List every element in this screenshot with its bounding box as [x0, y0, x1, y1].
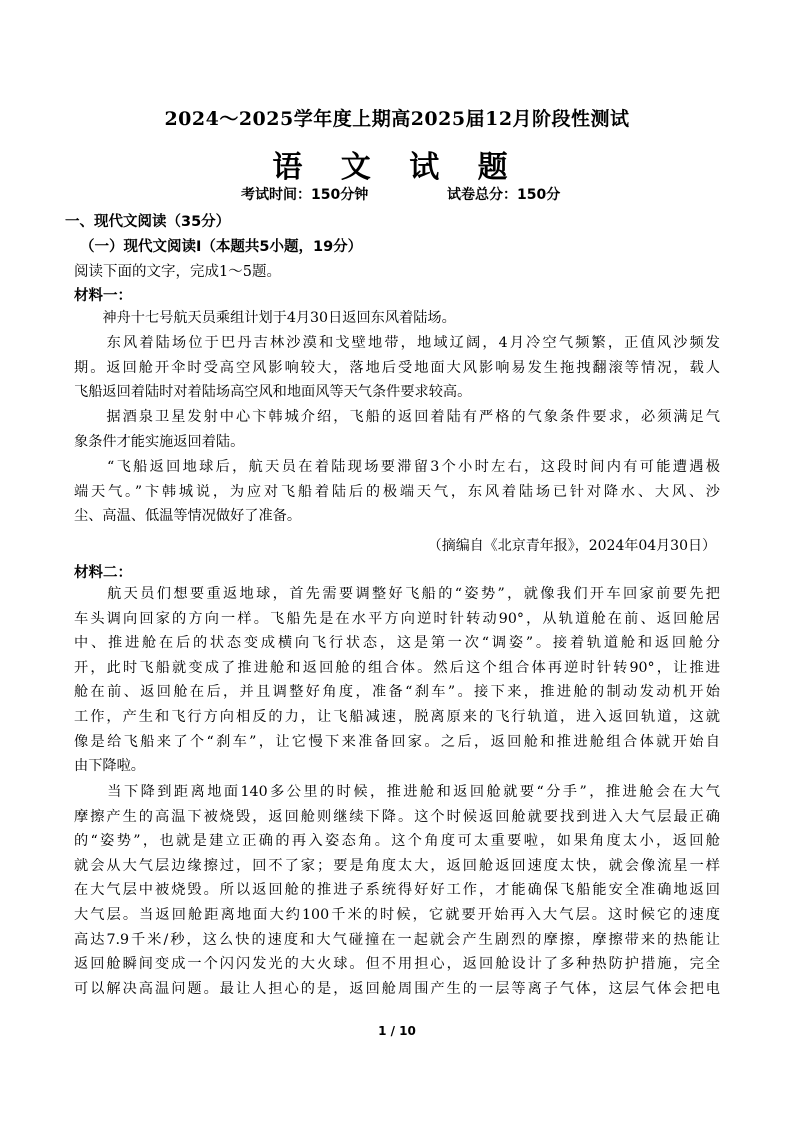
- total-score: 试卷总分：150分: [447, 187, 561, 203]
- page-number: 1 / 10: [378, 1024, 416, 1038]
- subject-title: 语 文 试 题: [272, 150, 522, 185]
- subsection-heading: （一）现代文阅读Ⅰ（本题共5小题，19分）: [80, 239, 363, 255]
- material2-paragraph-1: [74, 582, 720, 779]
- material1-paragraph-3: [74, 405, 720, 454]
- section-heading: 一、现代文阅读（35分）: [65, 214, 231, 230]
- text-line: 当下降到距离地面140多公里的时候，推进舱和返回舱就要“分手”，推进舱会在大气: [74, 784, 720, 800]
- text-line: 高达7.9千米/秒，这么快的速度和大气碰撞在一起就会产生剧烈的摩擦，摩擦带来的热能让: [74, 931, 720, 948]
- text-line: 就会从大气层边缘擦过，回不了家；要是角度太大，返回舱返回速度太快，就会像流星一样: [74, 857, 720, 874]
- text-line: 端天气。”卞韩城说，为应对飞船着陆后的极端天气，东风着陆场已针对降水、大风、沙: [74, 483, 720, 500]
- text-line: 在大气层中被烧毁。所以返回舱的推进子系统得好好工作，才能确保飞船能安全准确地返回: [74, 882, 720, 899]
- text-line: 期。返回舱开伞时受高空风影响较大，落地后受地面大风影响易发生拖拽翻滚等情况，载人: [74, 359, 720, 376]
- material2-label: 材料二：: [74, 565, 132, 581]
- material1-source: （摘编自《北京青年报》，2024年04月30日）: [427, 538, 716, 554]
- exam-time: 考试时间：150分钟: [241, 187, 369, 203]
- text-line: 象条件才能实施返回着陆。: [74, 433, 245, 450]
- text-line: 据酒泉卫星发射中心卞韩城介绍，飞船的返回着陆有严格的气象条件要求，必须满足气: [74, 409, 720, 425]
- material2-paragraph-2: [74, 780, 720, 1001]
- text-line: 可以解决高温问题。最让人担心的是，返回舱周围产生的一层等离子气体，这层气体会把电: [74, 980, 720, 997]
- text-line: “飞船返回地球后，航天员在着陆现场要滞留3个小时左右，这段时间内有可能遭遇极: [74, 459, 720, 475]
- text-line: 工作，产生和飞行方向相反的力，让飞船减速，脱离原来的飞行轨道，进入返回轨道，这就: [74, 708, 720, 725]
- text-line: 返回舱瞬间变成一个闪闪发光的大火球。但不用担心，返回舱设计了多种热防护措施，完全: [74, 956, 720, 973]
- text-line: 由下降啦。: [74, 758, 145, 775]
- material1-paragraph-2: [74, 331, 720, 405]
- text-line: 航天员们想要重返地球，首先需要调整好飞船的“姿势”，就像我们开车回家前要先把: [74, 586, 720, 602]
- material1-paragraph-1: [74, 306, 720, 331]
- text-line: 东风着陆场位于巴丹吉林沙漠和戈壁地带，地域辽阔，4月冷空气频繁，正值风沙频发: [74, 335, 720, 351]
- text-line: 的“姿势”，也就是建立正确的再入姿态角。这个角度可太重要啦，如果角度太小，返回舱: [74, 833, 720, 850]
- reading-instruction: 阅读下面的文字，完成1～5题。: [74, 264, 281, 280]
- text-line: 神舟十七号航天员乘组计划于4月30日返回东风着陆场。: [74, 310, 456, 326]
- text-line: 像是给飞船来了个“刹车”，让它慢下来准备回家。之后，返回舱和推进舱组合体就开始自: [74, 733, 720, 750]
- material1-paragraph-4: [74, 455, 720, 529]
- text-line: 飞船返回着陆时对着陆场高空风和地面风等天气条件要求较高。: [74, 384, 472, 401]
- text-line: 尘、高温、低温等情况做好了准备。: [74, 508, 302, 525]
- text-line: 中、推进舱在后的状态变成横向飞行状态，这是第一次“调姿”。接着轨道舱和返回舱分: [74, 635, 720, 652]
- text-line: 开，此时飞船就变成了推进舱和返回舱的组合体。然后这个组合体再逆时针转90°，让推进: [74, 659, 720, 676]
- text-line: 舱在前、返回舱在后，并且调整好角度，准备“刹车”。接下来，推进舱的制动发动机开始: [74, 684, 720, 701]
- text-line: 大气层。当返回舱距离地面大约100千米的时候，它就要开始再入大气层。这时候它的速度: [74, 906, 720, 923]
- exam-title: 2024～2025学年度上期高2025届12月阶段性测试: [164, 108, 630, 130]
- text-line: 车头调向回家的方向一样。飞船先是在水平方向逆时针转动90°，从轨道舱在前、返回舱居: [74, 610, 720, 627]
- material1-label: 材料一：: [74, 288, 132, 304]
- text-line: 摩擦产生的高温下被烧毁，返回舱则继续下降。这个时候返回舱就要找到进入大气层最正确: [74, 808, 720, 825]
